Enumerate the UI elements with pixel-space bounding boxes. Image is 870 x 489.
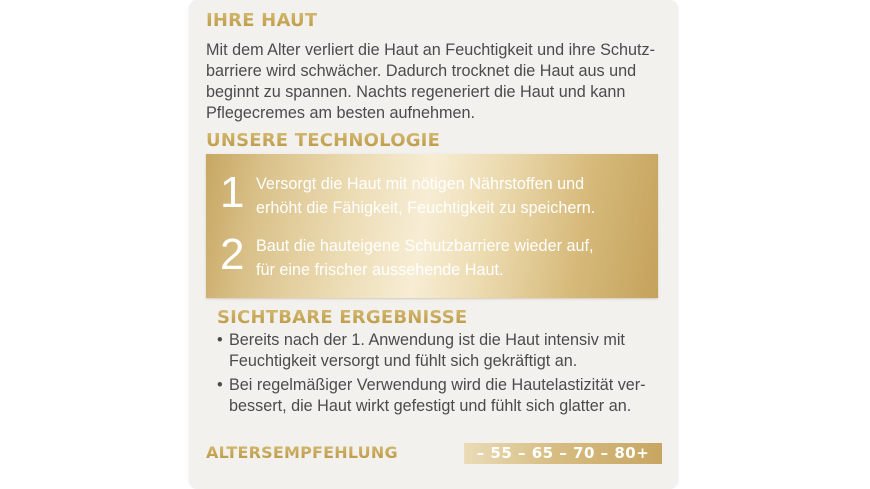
step-text-line: Versorgt die Haut mit nötigen Nährstoffen und [256, 175, 585, 193]
skin-description [206, 40, 666, 124]
step-number: 2 [220, 230, 245, 279]
age-heading: ALTERSEMPFEHLUNG [206, 443, 398, 462]
skin-description-line: Pflegecremes am besten aufnehmen. [206, 104, 476, 122]
results-list-item [217, 330, 667, 372]
results-list-item [217, 375, 667, 417]
technology-heading: UNSERE TECHNOLOGIE [206, 130, 441, 151]
skin-description-line: beginnt zu spannen. Nachts regeneriert die Haut und kann [206, 83, 626, 101]
step-text [256, 234, 656, 282]
step-number: 1 [220, 168, 245, 217]
age-range-badge [464, 443, 662, 464]
results-line: bessert, die Haut wirkt gefestigt und fühlt sich glatter an. [229, 397, 632, 415]
age-range-text: – 55 – 65 – 70 – 80+ [476, 444, 650, 462]
technology-panel [206, 154, 658, 298]
skin-heading: IHRE HAUT [206, 10, 318, 31]
skin-description-line: barriere wird schwächer. Dadurch trocknet die Haut aus und [206, 62, 637, 80]
results-list [217, 330, 667, 420]
step-text-line: Baut die hauteigene Schutzbarriere wieder auf, [256, 237, 594, 255]
results-line: Feuchtigkeit versorgt und fühlt sich gekräftigt an. [229, 352, 578, 370]
skin-description-line: Mit dem Alter verliert die Haut an Feuchtigkeit und ihre Schutz- [206, 41, 655, 59]
step-text [256, 172, 656, 220]
info-card [189, 0, 678, 489]
step-text-line: erhöht die Fähigkeit, Feuchtigkeit zu speichern. [256, 199, 596, 217]
results-line: • Bereits nach der 1. Anwendung ist die Haut intensiv mit [229, 331, 625, 349]
results-line: • Bei regelmäßiger Verwendung wird die Hautelastizität ver- [229, 376, 646, 394]
step-text-line: für eine frischer aussehende Haut. [256, 261, 504, 279]
results-heading: SICHTBARE ERGEBNISSE [217, 307, 468, 328]
